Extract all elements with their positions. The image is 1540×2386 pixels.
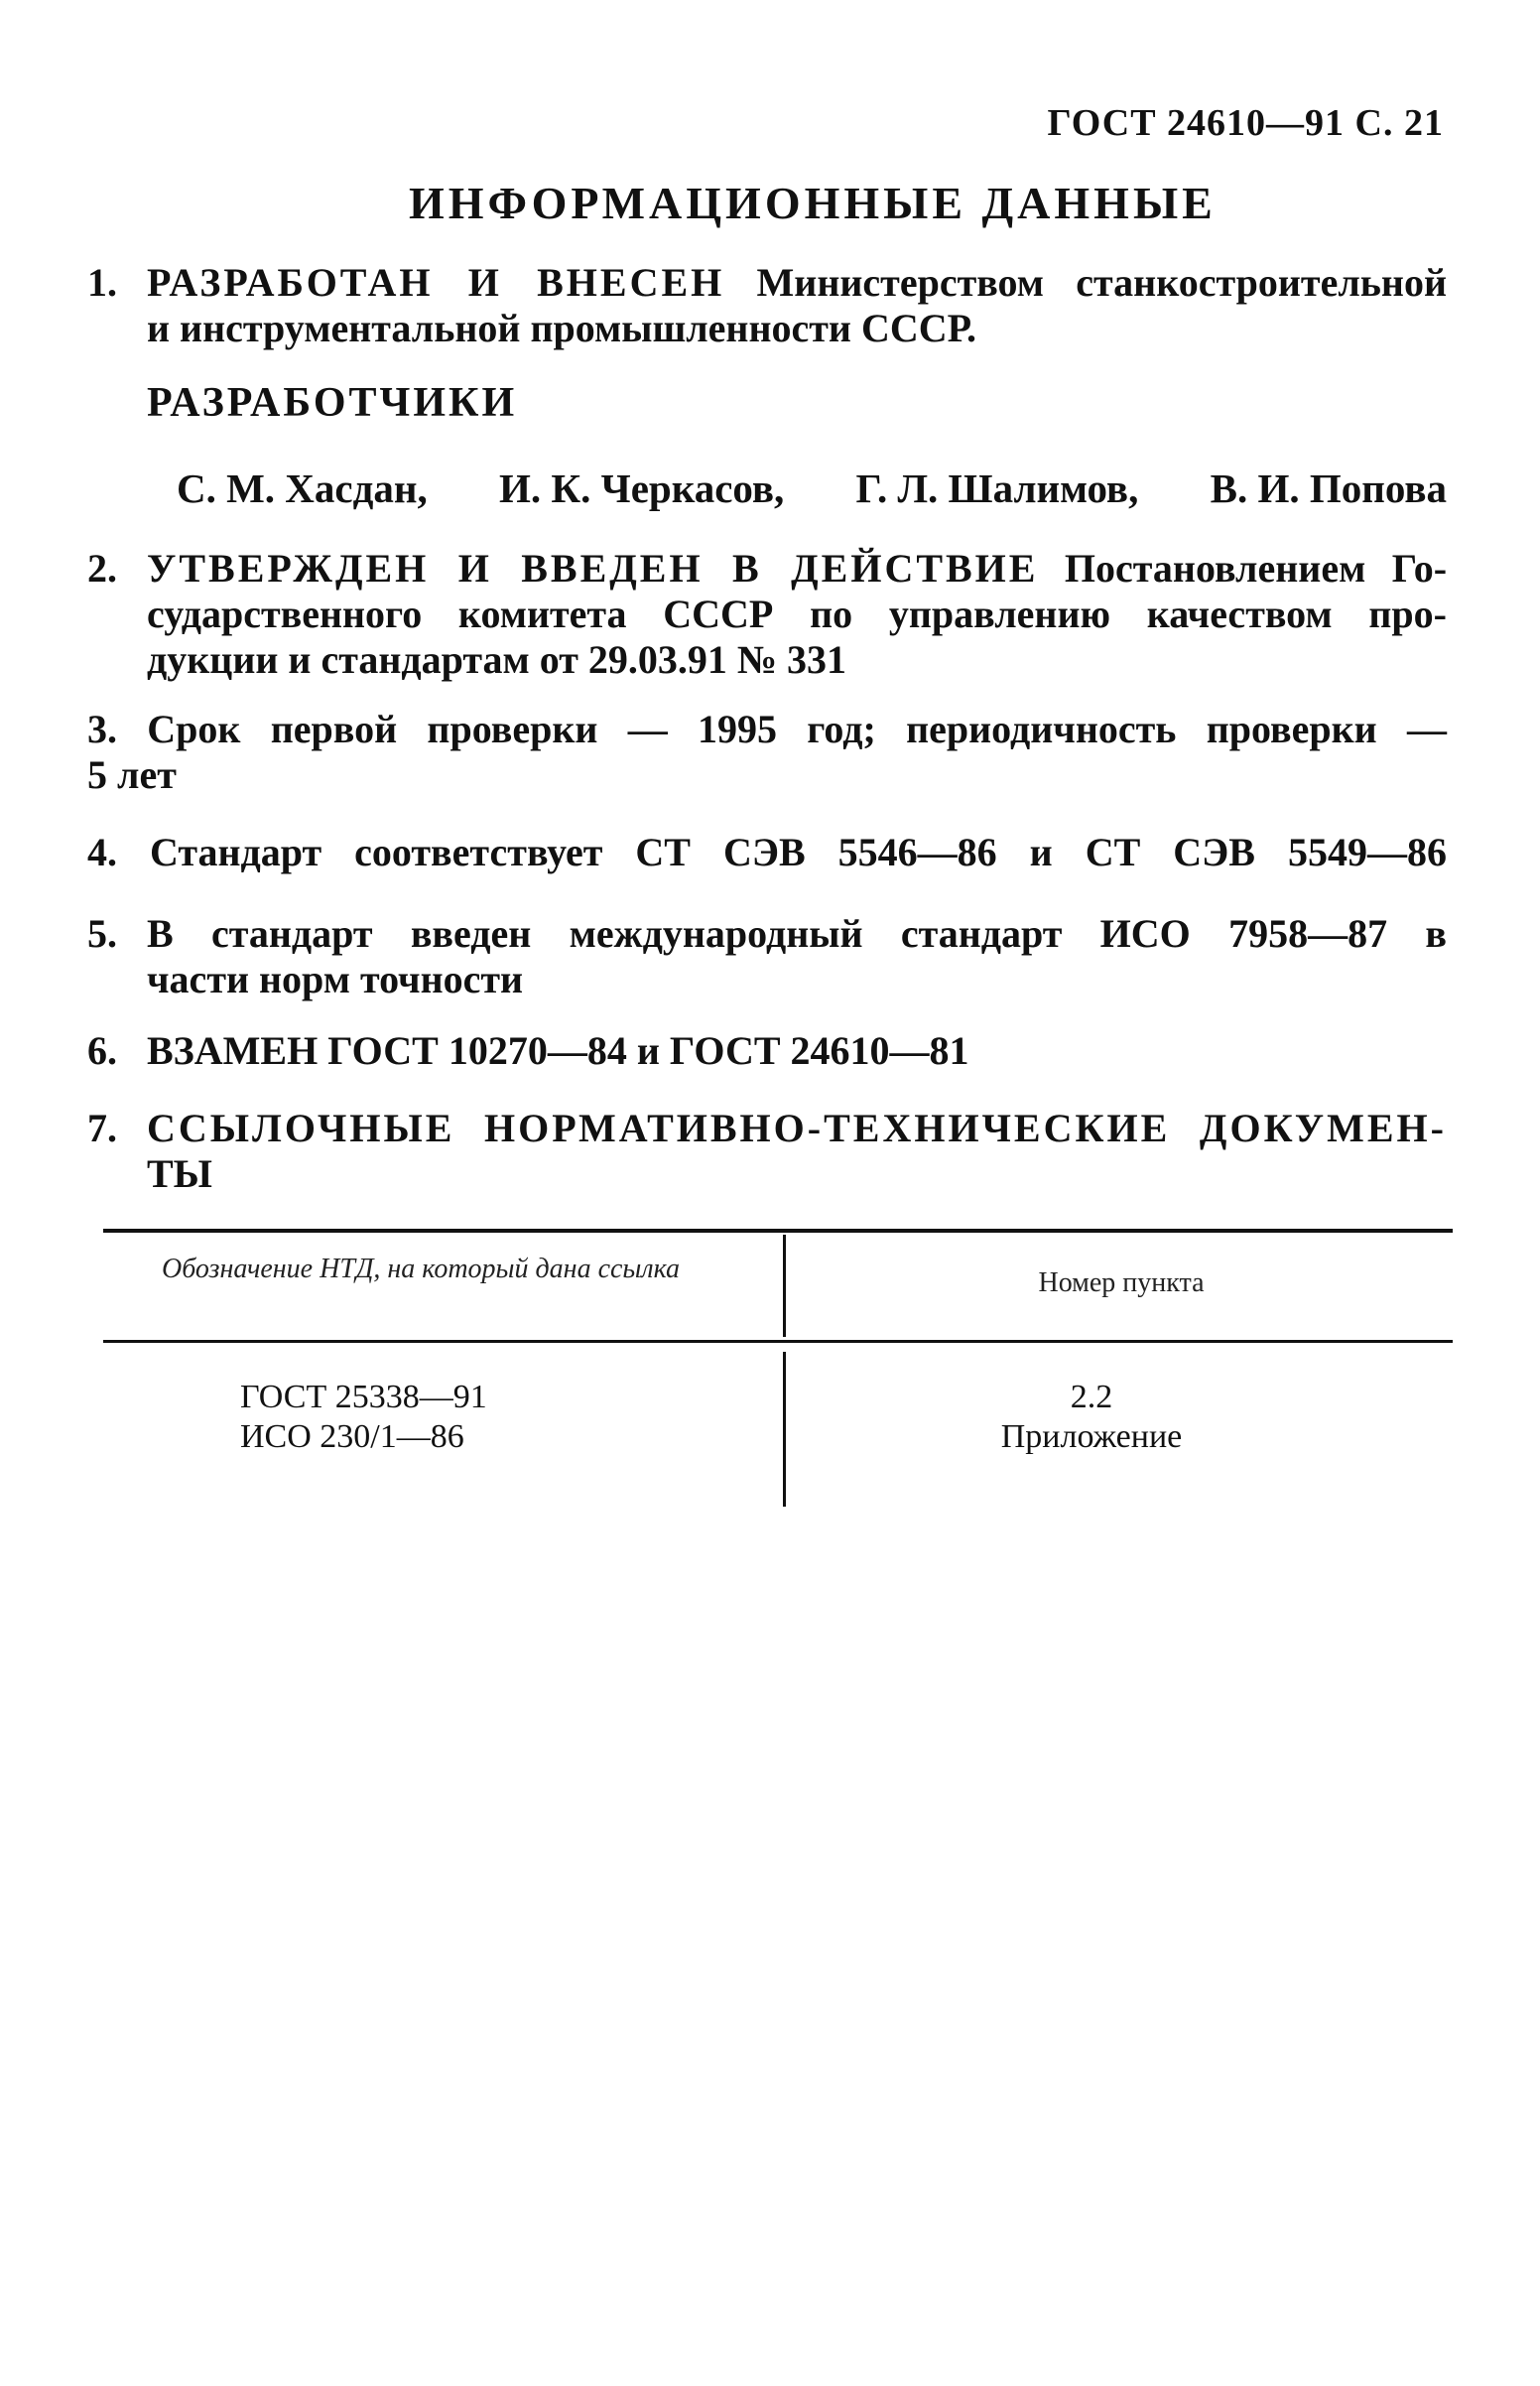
- developer-name: И. К. Черкасов,: [499, 465, 785, 511]
- item-lead: УТВЕРЖДЕН И ВВЕДЕН В ДЕЙСТВИЕ: [147, 546, 1039, 591]
- table-cell-designation: ИСО 230/1—86: [240, 1418, 464, 1455]
- info-item-7: [87, 1106, 1447, 1197]
- standard-number: ГОСТ 24610—91: [1047, 102, 1346, 144]
- item-text: Министерством станкостроительной: [756, 260, 1448, 305]
- item-text-line2: части норм точности: [147, 957, 524, 1001]
- developer-name: Г. Л. Шалимов,: [855, 465, 1139, 511]
- item-text-line3: дукции и стандартам от 29.03.91 № 331: [147, 637, 847, 682]
- column-header-designation: Обозначение НТД, на который дана ссылка: [161, 1254, 680, 1284]
- item-text: В стандарт введен международный стандарт ИСО 7958—87 в: [147, 911, 1447, 956]
- table-body-divider: [783, 1352, 786, 1507]
- info-item-4: [87, 830, 1447, 875]
- info-item-1: [87, 260, 1447, 351]
- item-number: 5.: [87, 911, 117, 956]
- item-number: 3.: [87, 707, 117, 751]
- item-text-line2: 5 лет: [87, 752, 177, 797]
- table-cell-clause: Приложение: [1000, 1418, 1183, 1455]
- table-top-rule: [103, 1229, 1453, 1233]
- info-item-6: [87, 1028, 1447, 1074]
- item-number: 7.: [87, 1106, 117, 1150]
- item-number: 4.: [87, 830, 117, 874]
- table-header-divider: [783, 1235, 786, 1337]
- table-header-rule: [103, 1340, 1453, 1343]
- item-number: 1.: [87, 260, 117, 305]
- document-title: ИНФОРМАЦИОННЫЕ ДАННЫЕ: [409, 178, 1217, 228]
- developer-name: С. М. Хасдан,: [177, 465, 428, 511]
- table-cell-designation: ГОСТ 25338—91: [240, 1379, 487, 1415]
- item-text: ССЫЛОЧНЫЕ НОРМАТИВНО-ТЕХНИЧЕСКИЕ ДОКУМЕН-: [147, 1106, 1447, 1150]
- table-cell-clause: 2.2: [1070, 1379, 1113, 1415]
- developers-heading: РАЗРАБОТЧИКИ: [147, 380, 518, 426]
- column-header-clause: Номер пункта: [1038, 1267, 1205, 1298]
- info-item-3: [87, 707, 1447, 798]
- item-text-line2: сударственного комитета СССР по управлению качеством про-: [147, 592, 1447, 636]
- item-lead: РАЗРАБОТАН И ВНЕСЕН: [147, 260, 725, 305]
- item-number: 6.: [87, 1028, 117, 1073]
- info-item-5: [87, 911, 1447, 1002]
- item-number: 2.: [87, 546, 117, 591]
- item-text: Постановлением Го-: [1064, 546, 1448, 591]
- item-text-line2: и инструментальной промышленности СССР.: [147, 306, 977, 350]
- item-text: Стандарт соответствует СТ СЭВ 5546—86 и СТ СЭВ 5549—86: [150, 830, 1448, 874]
- item-text: ВЗАМЕН ГОСТ 10270—84 и ГОСТ 24610—81: [147, 1028, 969, 1073]
- developer-name: В. И. Попова: [1210, 465, 1447, 511]
- developers-list: [177, 464, 1447, 512]
- page-header: [1048, 101, 1445, 145]
- item-text: Срок первой проверки — 1995 год; периодичность проверки —: [147, 707, 1448, 751]
- info-item-2: [87, 546, 1447, 683]
- item-text-line2: ТЫ: [147, 1151, 212, 1196]
- page-number: С. 21: [1354, 102, 1444, 144]
